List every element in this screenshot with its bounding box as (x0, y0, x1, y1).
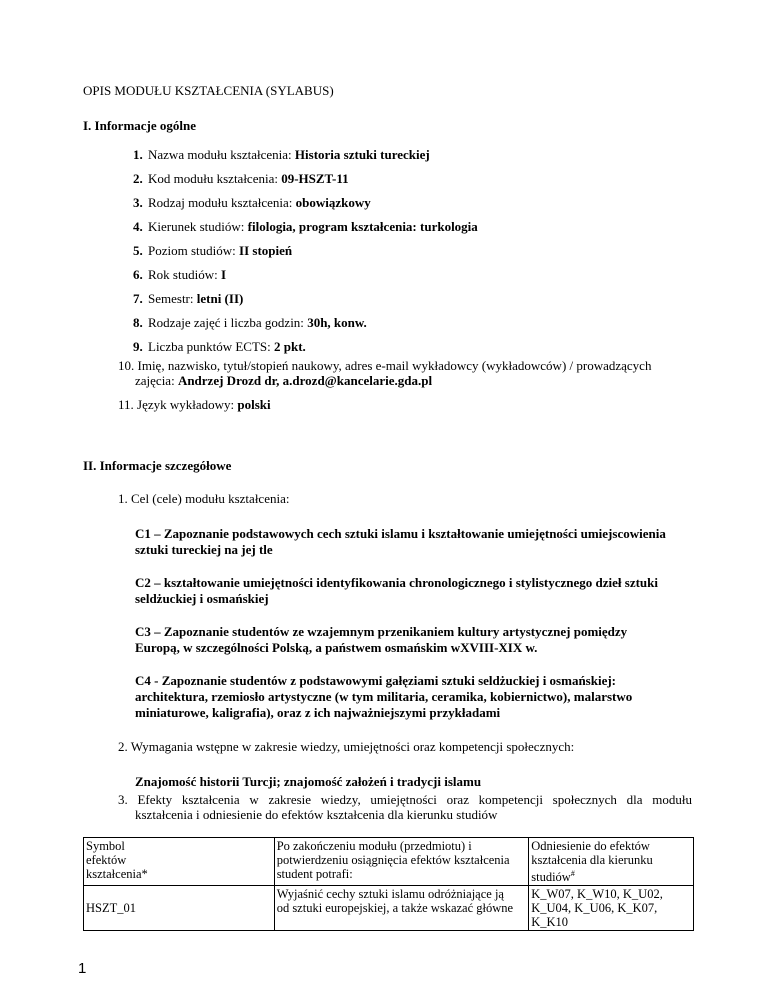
header-text: potwierdzeniu osiągnięcia efektów kształcenia (276, 853, 510, 867)
question-goals: 1. Cel (cele) modułu kształcenia: (118, 491, 290, 506)
info-item-label: Imię, nazwisko, tytuł/stopień naukowy, adres e-mail wykładowcy (wykładowców) / prowadzących (137, 358, 652, 373)
goal-c4-line2: architektura, rzemiosło artystyczne (w tym militaria, ceramika, kobiernictwo), malarstwo (135, 689, 633, 704)
info-item-10-continued (135, 373, 432, 389)
info-item-label: Nazwa modułu kształcenia: (148, 147, 295, 162)
info-item-value: Historia sztuki tureckiej (294, 147, 430, 162)
info-item-label: Język wykładowy: (133, 397, 238, 412)
info-item-value: filologia, program kształcenia: turkologia (247, 219, 478, 234)
info-item-number: 9. (133, 339, 143, 354)
info-item-number: 6. (133, 267, 143, 282)
info-item-11 (118, 397, 271, 413)
info-item-value: letni (II) (196, 291, 244, 306)
goal-c4-line1: C4 - Zapoznanie studentów z podstawowymi gałęziami sztuki seldżuckiej i osmańskiej: (135, 673, 617, 688)
info-item-number: 5. (133, 243, 143, 258)
goal-c1-line1: C1 – Zapoznanie podstawowych cech sztuki islamu i kształtowanie umiejętności umiejscowienia (135, 526, 666, 541)
info-item-3 (133, 195, 371, 211)
question-outcomes-line2: kształcenia i odniesienie do efektów kształcenia dla kierunku studiów (135, 807, 498, 822)
header-symbol (84, 838, 275, 886)
info-item-label: Rodzaj modułu kształcenia: (148, 195, 296, 210)
info-item-number: 2. (133, 171, 143, 186)
goal-c4-line3: miniaturowe, kaligrafia), oraz z ich najważniejszymi przykładami (135, 705, 501, 720)
header-outcome (274, 838, 529, 886)
info-item-label: Poziom studiów: (148, 243, 240, 258)
info-item-value: 2 pkt. (274, 339, 306, 354)
footnote-marker: # (570, 869, 575, 878)
header-text: Odniesienie do efektów (531, 839, 650, 853)
header-text: efektów (86, 853, 127, 867)
goal-c3-line1: C3 – Zapoznanie studentów ze wzajemnym przenikaniem kultury artystycznej pomiędzy (135, 624, 628, 639)
cell-text: K_U04, K_U06, K_K07, K_K10 (531, 901, 658, 930)
info-item-9 (133, 339, 306, 355)
info-item-value: obowiązkowy (295, 195, 371, 210)
info-item-value: II stopień (239, 243, 293, 258)
section-heading-detailed: II. Informacje szczegółowe (83, 458, 232, 473)
goal-c3-line2: Europą, w szczególności Polską, a państwem osmańskim wXVIII-XIX w. (135, 640, 538, 655)
goal-c2-line1: C2 – kształtowanie umiejętności identyfikowania chronologicznego i stylistycznego dzieł sztuki (135, 575, 658, 590)
cell-outcome (274, 886, 529, 931)
header-text: kształcenia* (86, 867, 148, 881)
info-item-label: Kierunek studiów: (148, 219, 248, 234)
info-item-4 (133, 219, 478, 235)
info-item-label: Rodzaje zajęć i liczba godzin: (148, 315, 308, 330)
question-outcomes-line1: 3. Efekty kształcenia w zakresie wiedzy, umiejętności oraz kompetencji społecznych dla modułu (118, 792, 692, 807)
prerequisites-answer: Znajomość historii Turcji; znajomość założeń i tradycji islamu (135, 774, 482, 789)
lecturer-value: Andrzej Drozd dr, a.drozd@kancelarie.gda.pl (177, 373, 433, 388)
info-item-label: zajęcia: (135, 373, 178, 388)
cell-text: Wyjaśnić cechy sztuki islamu odróżniające ją (276, 887, 504, 902)
cell-text: od sztuki europejskiej, a także wskazać główne (276, 901, 514, 916)
info-item-6 (133, 267, 226, 283)
info-item-number: 1. (133, 147, 143, 162)
table-row (84, 886, 694, 931)
learning-outcomes-table (83, 837, 694, 931)
document-title: OPIS MODUŁU KSZTAŁCENIA (SYLABUS) (83, 83, 334, 98)
info-item-10 (118, 358, 651, 374)
info-item-value: 30h, konw. (307, 315, 367, 330)
info-item-label: Semestr: (148, 291, 197, 306)
info-item-value: I (220, 267, 227, 282)
header-text: student potrafi: (276, 867, 353, 881)
header-text-part: studiów (531, 870, 571, 885)
question-prerequisites: 2. Wymagania wstępne w zakresie wiedzy, umiejętności oraz kompetencji społecznych: (118, 739, 575, 754)
info-item-number: 4. (133, 219, 143, 234)
info-item-number: 10. (118, 358, 135, 373)
header-reference (529, 838, 694, 886)
info-item-8 (133, 315, 367, 331)
info-item-value: 09-HSZT-11 (281, 171, 349, 186)
cell-text: K_W07, K_W10, K_U02, (531, 887, 663, 902)
section-heading-general: I. Informacje ogólne (83, 118, 197, 133)
cell-reference (529, 886, 694, 931)
goal-c2-line2: seldżuckiej i osmańskiej (135, 591, 269, 606)
info-item-1 (133, 147, 430, 163)
table-header-row (84, 838, 694, 886)
header-text: Po zakończeniu modułu (przedmiotu) i (276, 839, 472, 853)
info-item-2 (133, 171, 349, 187)
info-item-label: Kod modułu kształcenia: (148, 171, 282, 186)
info-item-label: Rok studiów: (148, 267, 221, 282)
info-item-number: 11. (118, 397, 134, 412)
info-item-number: 3. (133, 195, 143, 210)
info-item-5 (133, 243, 292, 259)
info-item-7 (133, 291, 243, 307)
info-item-value: polski (237, 397, 271, 412)
header-text (531, 867, 691, 884)
info-item-number: 7. (133, 291, 143, 306)
goal-c1-line2: sztuki tureckiej na jej tle (135, 542, 273, 557)
header-text: kształcenia dla kierunku (531, 853, 653, 867)
info-item-number: 8. (133, 315, 143, 330)
header-text: Symbol (86, 839, 125, 853)
cell-symbol: HSZT_01 (84, 886, 275, 931)
info-item-label: Liczba punktów ECTS: (148, 339, 275, 354)
page-number: 1 (78, 960, 87, 977)
